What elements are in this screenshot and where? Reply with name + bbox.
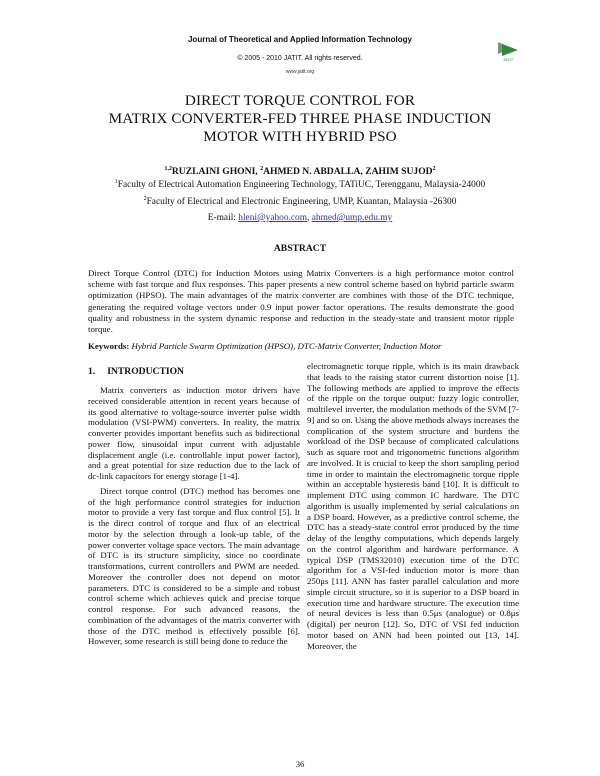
copyright-line: © 2005 - 2010 JATIT. All rights reserved. <box>237 55 363 62</box>
paper-title <box>80 92 520 146</box>
keywords <box>88 341 514 351</box>
left-column <box>88 385 300 647</box>
page-number: 36 <box>295 759 305 769</box>
author-sup-3: 2 <box>432 165 436 172</box>
right-column <box>307 361 519 651</box>
right-paragraph-1: electromagnetic torque ripple, which is its main drawback that leads to the raising stator current distortion noise [1]. The following methods are applied to improve the effects of the ripple on the torque output: fuzzy logic controller, multilevel inverter, the modulation methods of the SVM [7-9] and so on. Using the above methods always increases the complication of the system structure and burdens the workload of the DSP because of complicated calculations such as square root and trigonometric functions algorithm are involved. It is crucial to keep the short sampling period time in order to maintain the electromagnetic torque ripple within an acceptable hysteresis band [10]. It is difficult to implement DTC using common IC hardware. The DTC algorithm is usually implemented by serial calculations on a DSP board. However, as a predictive control scheme, the DTC has a steady-state control error produced by the time delay of the lengthy computations, which depends largely on the control algorithm and hardware performance. A typical DSP (TMS32010) execution time of the DTC algorithm for a VSI-fed induction motor is more than 250μs [11]. ANN has faster parallel calculation and more simple circuit structure, so it is superior to a DSP board in execution time and hardware structure. The execution time of neural devices is less than 0.5μs (analogue) or 0.8μs (digital) per neuron [12]. So, DTC of VSI fed induction motor based on ANN had been pointed out [13, 14]. Moreover, the <box>307 361 519 651</box>
abstract-text: Direct Torque Control (DTC) for Induction Motors using Matrix Converters is a high performance motor control scheme with fast torque and flux responses. This paper presents a new control scheme based on hybrid particle swarm optimization (HPSO). The main advantages of the matrix converter are combines with those of the DTC technique, generating the required voltage vectors under 0.9 input power factor operations. The results demonstrate the good quality and robustness in the system dynamic response and reduction in the steady-state and transient motor ripple torque. <box>88 268 514 335</box>
title-line-1: DIRECT TORQUE CONTROL FOR <box>184 92 416 109</box>
affiliation-1: $^1$Faculty of Electrical Automation Engineering Technology, TATiUC, Terengganu, Malaysia-24000 <box>114 178 486 190</box>
title-line-2: MATRIX CONVERTER-FED THREE PHASE INDUCTION <box>108 110 492 127</box>
section-heading <box>88 366 184 377</box>
left-paragraph-1: Matrix converters as induction motor drivers have received considerable attention in recent years because of its good alternative to voltage-source inverter pulse width modulation (VSI-PWM) converters. In reality, the matrix converter provides important benefits such as bidirectional power flow, sinusoidal input current with adjustable displacement angle (i.e. controllable input power factor), and a great potential for size reduction due to the lack of dc-link capacitors for energy storage [1-4]. <box>88 385 300 481</box>
author-sup-1: 1,2 <box>164 165 172 172</box>
email-link-1[interactable]: hleni@yahoo.com <box>238 213 308 223</box>
keywords-text: Hybrid Particle Swarm Optimization (HPSO), DTC-Matrix Converter, Induction Motor <box>129 341 442 351</box>
email-label: E-mail: <box>207 213 239 223</box>
keywords-label: Keywords: <box>88 341 130 351</box>
journal-url[interactable]: www.jatit.org <box>285 69 315 75</box>
logo-label: JATIT <box>502 57 514 62</box>
title-line-3: MOTOR WITH HYBRID PSO <box>203 128 397 145</box>
left-paragraph-2: Direct torque control (DTC) method has becomes one of the high performance control strategies for induction motor to provide a very fast torque and flux control [5]. It is the direct control of torque and flux of an electrical motor by the selection through a look-up table, of the power converter voltage space vectors. The main advantage of DTC is its structure simplicity, since no coordinate transformations, current controllers and PWM are needed. Moreover the controller does not depend on motor parameters. DTC is considered to be a simple and robust control scheme which achieves quick and precise torque control response. For such advanced reasons, the combination of the advantages of the matrix converter with those of the DTC method is effectively possible [6]. However, some research is still being done to reduce the <box>88 485 300 647</box>
author-1: RUZLAINI GHONI, <box>171 166 261 177</box>
journal-name: Journal of Theoretical and Applied Information Technology <box>187 35 412 44</box>
author-2: AHMED N. ABDALLA, ZAHIM SUJOD <box>263 166 433 177</box>
abstract-heading: ABSTRACT <box>273 243 327 254</box>
section-title: INTRODUCTION <box>107 366 184 377</box>
section-number: 1. <box>88 366 96 377</box>
email-line: E-mail: hleni@yahoo.com, ahmed@ump.edu.my <box>207 213 393 223</box>
email-link-2[interactable]: ahmed@ump.edu.my <box>311 213 393 223</box>
affiliation-2: $^2$Faculty of Electrical and Electronic Engineering, UMP, Kuantan, Malaysia -26300 <box>143 195 457 207</box>
author-list <box>0 166 600 177</box>
author-sup-2: 2 <box>260 165 264 172</box>
